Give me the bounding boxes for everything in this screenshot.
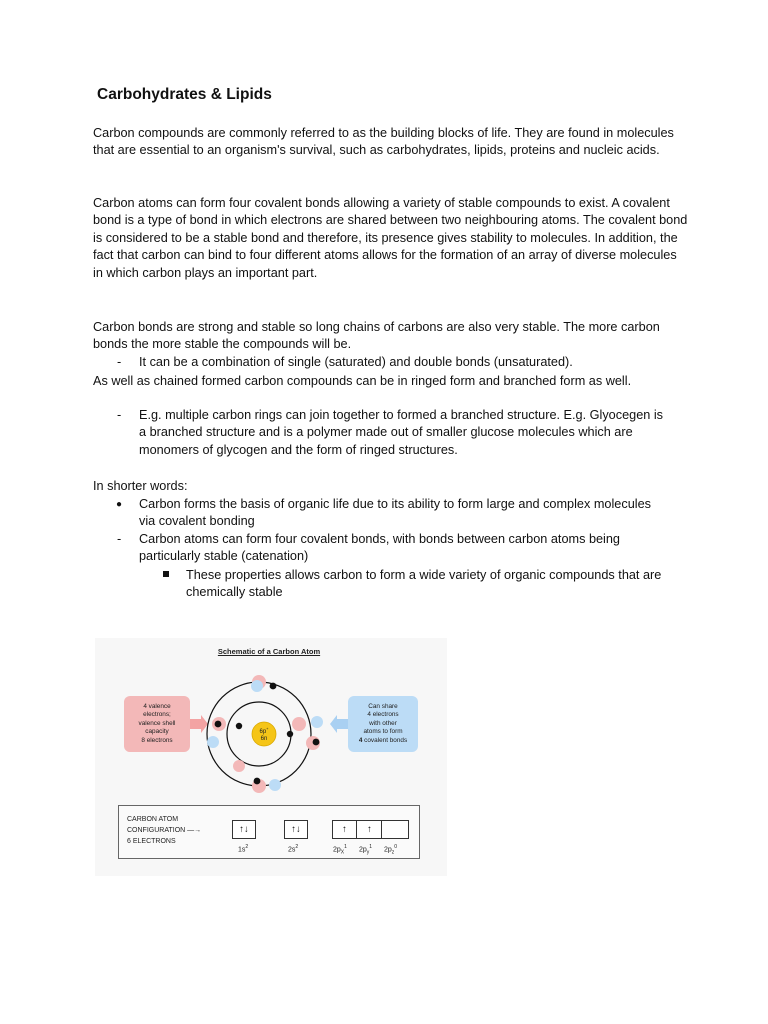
label-2s-text: 2s xyxy=(288,846,296,854)
list-item: Carbon forms the basis of organic life due to its ability to form large and complex molecules via covalent bonding xyxy=(139,497,651,529)
electron xyxy=(287,731,293,737)
paragraph-carbon-chains: Carbon bonds are strong and stable so long chains of carbons are also very stable. The more carbon bonds the more stable the compounds will be. xyxy=(93,320,660,352)
atom-diagram xyxy=(95,638,447,808)
bullet-marker: ● xyxy=(116,499,123,510)
label-2px-sub: X xyxy=(340,849,345,856)
list-item: It can be a combination of single (saturated) and double bonds (unsaturated). xyxy=(139,355,573,369)
orbital-2p xyxy=(332,820,409,839)
label-2py xyxy=(359,844,372,856)
electron xyxy=(313,739,320,746)
label-2py-text: 2p xyxy=(359,846,367,854)
pink-arrow-icon xyxy=(190,715,208,733)
electron-configuration-box xyxy=(118,805,420,859)
nucleus-neutrons: 6n xyxy=(260,736,268,742)
label-2pz-sup: 0 xyxy=(394,844,398,850)
electron xyxy=(215,721,222,728)
list-item: Carbon atoms can form four covalent bonds, with bonds between carbon atoms being particularly stable (catenation) xyxy=(139,532,620,564)
covalent-bonds-text-pre: Can share 4 electrons with other atoms to form xyxy=(363,702,403,736)
orbital-2px: ↑ xyxy=(333,821,357,838)
paragraph-ringed-form: As well as chained formed carbon compounds can be in ringed form and branched form as well. xyxy=(93,374,632,388)
label-2py-sup: 1 xyxy=(369,844,373,850)
orbital-2s: ↑↓ xyxy=(284,820,308,839)
dash-marker: - xyxy=(117,355,122,369)
label-2pz xyxy=(384,844,397,856)
bond-spot xyxy=(251,680,263,692)
square-bullet-icon xyxy=(163,571,169,577)
label-2s-sup: 2 xyxy=(295,844,299,850)
orbital-2pz xyxy=(383,821,406,838)
dash-marker: - xyxy=(117,408,122,422)
label-1s-sup: 2 xyxy=(245,844,249,850)
configuration-label: CARBON ATOM CONFIGURATION —→ 6 ELECTRONS xyxy=(127,816,202,845)
bond-spot xyxy=(207,736,219,748)
carbon-atom-figure xyxy=(95,638,447,876)
electron-halo xyxy=(292,717,306,731)
label-2pz-text: 2p xyxy=(384,846,392,854)
electron xyxy=(254,778,261,785)
label-2px xyxy=(333,844,347,856)
label-2py-sub: y xyxy=(366,849,370,856)
orbital-2py: ↑ xyxy=(358,821,382,838)
nucleus-label xyxy=(252,725,276,743)
label-2px-text: 2p xyxy=(333,846,341,854)
page-title: Carbohydrates & Lipids xyxy=(97,86,272,103)
valence-electrons-text: 4 valence electrons; valence shell capacity 8 electrons xyxy=(138,702,176,744)
electron-halo xyxy=(233,760,245,772)
covalent-bonds-count: 4 xyxy=(358,736,363,744)
dash-marker: - xyxy=(117,532,122,546)
label-2pz-sub: z xyxy=(391,849,395,856)
label-1s-text: 1s xyxy=(238,846,246,854)
list-item: These properties allows carbon to form a wide variety of organic compounds that are chemically stable xyxy=(186,568,662,600)
paragraph-covalent-bonds: Carbon atoms can form four covalent bonds allowing a variety of stable compounds to exist. A covalent bond is a type of bond in which electrons are shared between two neighbouring atoms. The covalent bond is considered to be a stable bond and therefore, its presence gives stability to molecules. In addition, the fact that carbon can bind to four different atoms allows for the formation of an array of diverse molecules in which carbon plays an important part. xyxy=(93,196,688,280)
label-2s xyxy=(288,844,298,853)
nucleus-protons: 6p xyxy=(259,729,267,735)
label-1s xyxy=(238,844,248,853)
paragraph-intro: Carbon compounds are commonly referred to as the building blocks of life. They are found in molecules that are essential to an organism's survival, such as carbohydrates, lipids, proteins and nucleic acids. xyxy=(93,126,674,158)
bond-spot xyxy=(269,779,281,791)
figure-title: Schematic of a Carbon Atom xyxy=(217,647,321,656)
list-item: E.g. multiple carbon rings can join together to formed a branched structure. E.g. Glyocegen is a branched structure and is a polymer made out of smaller glucose molecules which are monomers of glycogen and the form of ringed structures. xyxy=(139,408,663,457)
orbital-1s: ↑↓ xyxy=(232,820,256,839)
label-2px-sup: 1 xyxy=(344,844,347,850)
electron xyxy=(270,683,277,690)
covalent-bonds-text-post: covalent bonds xyxy=(362,736,408,744)
blue-arrow-icon xyxy=(330,715,348,733)
paragraph-shorter-words: In shorter words: xyxy=(93,479,188,493)
bond-spot xyxy=(311,716,323,728)
electron xyxy=(236,723,242,729)
nucleus-charge: + xyxy=(266,726,269,731)
